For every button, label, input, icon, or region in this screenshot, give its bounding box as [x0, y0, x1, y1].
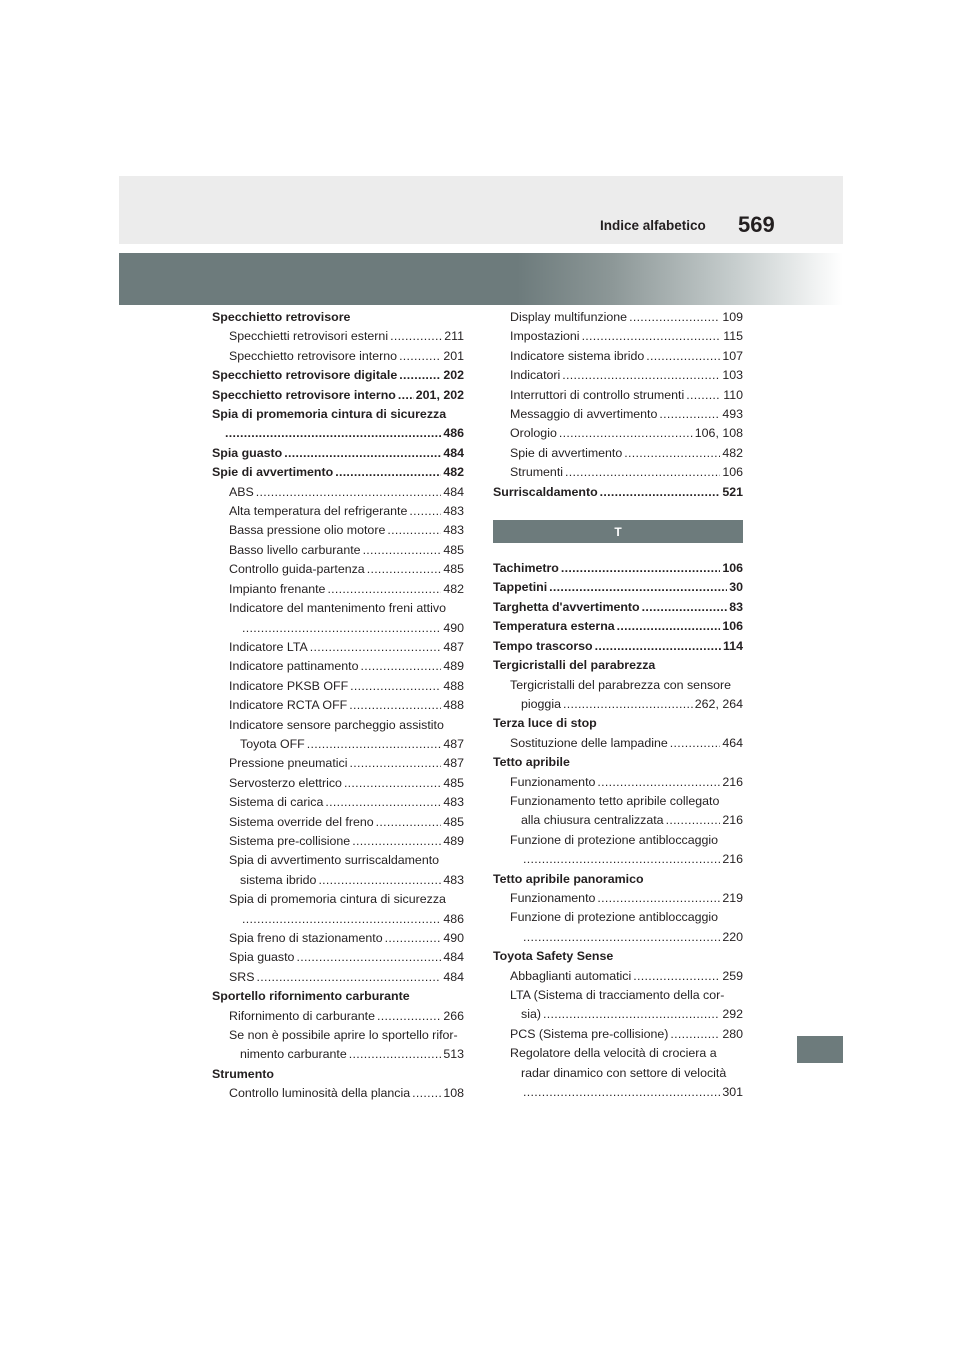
index-term: Tergicristalli del parabrezza [493, 658, 656, 673]
index-subentry [493, 792, 743, 831]
index-entry [212, 463, 464, 482]
page-reference[interactable]: 490 [443, 620, 464, 635]
letter-heading: T [493, 520, 743, 543]
index-subentry [212, 347, 464, 366]
side-thumb-tab [797, 1036, 843, 1063]
index-term: radar dinamico con settore di velocità [521, 1065, 727, 1080]
index-term: Sportello rifornimento carburante [212, 989, 410, 1004]
page-reference[interactable]: 292 [722, 1007, 743, 1022]
index-term: SRS [229, 969, 255, 984]
leader-dots [659, 405, 720, 424]
index-term: Indicatore PKSB OFF [229, 678, 349, 693]
index-subentry [493, 366, 743, 385]
section-title: Indice alfabetico [600, 218, 706, 233]
page-reference[interactable]: 464 [722, 735, 743, 750]
index-term: Abbaglianti automatici [510, 968, 632, 983]
index-term: Toyota OFF [240, 736, 305, 751]
index-subentry [493, 908, 743, 947]
page-number: 569 [738, 212, 775, 237]
index-entry [493, 578, 743, 597]
index-term: Interruttori di controllo strumenti [510, 387, 685, 402]
index-subentry [493, 967, 743, 986]
index-subentry [493, 405, 743, 424]
page-reference[interactable]: 115 [723, 329, 743, 344]
index-subentry [212, 560, 464, 579]
index-term: Messaggio di avvertimento [510, 407, 658, 422]
leader-dots [617, 617, 721, 636]
leader-dots [327, 580, 441, 599]
index-term: Indicatore del mantenimento freni attivo [229, 601, 446, 616]
index-term: Specchietto retrovisore digitale [212, 368, 398, 383]
page-reference[interactable]: 216 [722, 813, 743, 828]
index-term: Sistema pre-collisione [229, 833, 351, 848]
index-term: Indicatore sensore parcheggio assistito [229, 717, 444, 732]
index-term: Spia di promemoria cintura di sicurezza [229, 892, 446, 907]
page-reference[interactable]: 486 [443, 426, 464, 441]
index-term: nimento carburante [240, 1047, 347, 1062]
leader-dots [242, 910, 441, 929]
index-subentry [493, 773, 743, 792]
leader-dots [595, 637, 721, 656]
index-subentry [493, 424, 743, 443]
page-reference[interactable]: 513 [443, 1047, 464, 1062]
index-entry [212, 308, 464, 327]
page-reference[interactable]: 201, 202 [415, 387, 464, 402]
index-subentry [212, 1007, 464, 1026]
index-term: Spia guasto [229, 950, 295, 965]
index-subentry [493, 831, 743, 870]
index-subentry [212, 754, 464, 773]
leader-dots [376, 813, 442, 832]
index-term: Controllo luminosità della plancia [229, 1086, 411, 1101]
leader-dots [352, 832, 441, 851]
index-column-right [493, 308, 743, 1102]
leader-dots [367, 560, 442, 579]
index-term: Terza luce di stop [493, 716, 597, 731]
index-term: Indicatore LTA [229, 639, 308, 654]
leader-dots [377, 1007, 441, 1026]
leader-dots [349, 696, 441, 715]
index-subentry [212, 580, 464, 599]
page-reference[interactable]: 30 [729, 580, 743, 595]
index-term: Strumenti [510, 465, 564, 480]
index-group-s-continued [493, 308, 743, 502]
leader-dots [349, 1045, 442, 1064]
page-reference[interactable]: 489 [443, 833, 464, 848]
leader-dots [670, 1025, 720, 1044]
index-term: pioggia [521, 696, 561, 711]
page-reference[interactable]: 483 [443, 523, 464, 538]
index-term: sia) [521, 1007, 541, 1022]
leader-dots [666, 811, 721, 830]
index-term: Basso livello carburante [229, 542, 361, 557]
index-entry [493, 559, 743, 578]
leader-dots [363, 541, 442, 560]
page-reference[interactable]: 485 [443, 542, 464, 557]
page-reference[interactable]: 521 [722, 484, 743, 499]
index-term: Alta temperatura del refrigerante [229, 504, 408, 519]
index-term: Tetto apribile panoramico [493, 871, 644, 886]
index-term: Tergicristalli del parabrezza con sensore [510, 677, 732, 692]
leader-dots [335, 463, 441, 482]
index-subentry [493, 308, 743, 327]
index-term: Specchietto retrovisore interno [229, 348, 398, 363]
page-reference[interactable]: 103 [722, 368, 743, 383]
index-entry [493, 617, 743, 636]
index-subentry [212, 502, 464, 521]
page-reference[interactable]: 262, 264 [694, 696, 743, 711]
leader-dots [344, 774, 441, 793]
page-reference[interactable]: 483 [443, 872, 464, 887]
index-term: Servosterzo elettrico [229, 775, 342, 790]
index-subentry [212, 793, 464, 812]
index-term: Specchietto retrovisore [212, 310, 351, 324]
index-subentry [212, 948, 464, 967]
index-subentry [212, 677, 464, 696]
page-reference[interactable]: 83 [729, 599, 743, 614]
page-reference[interactable]: 109 [722, 310, 743, 324]
leader-dots [600, 483, 721, 502]
index-column-left [212, 308, 464, 1104]
index-subentry [493, 986, 743, 1025]
page-reference[interactable]: 106 [722, 561, 743, 576]
page-reference[interactable]: 216 [722, 774, 743, 789]
page-reference[interactable]: 482 [443, 465, 464, 480]
page-reference[interactable]: 220 [722, 929, 743, 944]
index-subentry [212, 1084, 464, 1103]
index-term: Tachimetro [493, 561, 559, 576]
page-reference[interactable]: 108 [443, 1086, 464, 1101]
leader-dots [670, 734, 721, 753]
leader-dots [256, 483, 442, 502]
index-term: Indicatore pattinamento [229, 659, 359, 674]
index-term: Surriscaldamento [493, 484, 598, 499]
index-term: Controllo guida-partenza [229, 562, 365, 577]
leader-dots [686, 386, 721, 405]
page-reference[interactable]: 485 [443, 814, 464, 829]
page-reference[interactable]: 106 [722, 619, 743, 634]
index-subentry [493, 463, 743, 482]
index-entry [493, 598, 743, 617]
page-reference[interactable]: 482 [722, 445, 743, 460]
index-term: Spia di avvertimento surriscaldamento [229, 853, 440, 868]
index-subentry [212, 1026, 464, 1065]
index-term: Spia guasto [212, 445, 283, 460]
index-term: Spie di avvertimento [212, 465, 334, 480]
index-subentry [493, 327, 743, 346]
page-reference[interactable]: 280 [722, 1026, 743, 1041]
leader-dots [399, 347, 441, 366]
index-subentry [212, 851, 464, 890]
index-term: ABS [229, 484, 254, 499]
index-term: Toyota Safety Sense [493, 949, 614, 964]
page-reference[interactable]: 301 [722, 1085, 743, 1100]
leader-dots [646, 347, 720, 366]
header-top-band [119, 176, 843, 244]
page-reference[interactable]: 484 [443, 484, 464, 499]
index-entry [493, 753, 743, 772]
leader-dots [559, 424, 693, 443]
leader-dots [561, 559, 720, 578]
page-reference[interactable]: 106 [722, 465, 743, 480]
index-subentry [212, 696, 464, 715]
index-entry [212, 987, 464, 1006]
index-term: Funzione di protezione antibloccaggio [510, 832, 719, 847]
index-subentry [493, 889, 743, 908]
page-reference[interactable]: 106, 108 [694, 426, 743, 441]
index-subentry [212, 968, 464, 987]
leader-dots [256, 968, 441, 987]
index-subentry [493, 1025, 743, 1044]
leader-dots [597, 773, 720, 792]
leader-dots [412, 1084, 441, 1103]
index-entry [212, 386, 464, 405]
leader-dots [523, 850, 720, 869]
leader-dots [349, 754, 441, 773]
index-subentry [212, 657, 464, 676]
index-subentry [493, 676, 743, 715]
index-term: Temperatura esterna [493, 619, 615, 634]
page-reference[interactable]: 484 [443, 445, 464, 460]
leader-dots [549, 578, 727, 597]
leader-dots [361, 657, 442, 676]
index-entry [493, 483, 743, 502]
index-term: Funzionamento [510, 890, 596, 905]
index-subentry [212, 774, 464, 793]
index-entry [212, 1065, 464, 1084]
page-reference[interactable]: 202 [443, 368, 464, 383]
index-group-t [493, 559, 743, 1102]
leader-dots [409, 502, 441, 521]
leader-dots [296, 948, 441, 967]
index-term: Indicatore sistema ibrido [510, 348, 645, 363]
leader-dots [398, 386, 414, 405]
index-term: Sistema override del freno [229, 814, 374, 829]
leader-dots [310, 638, 442, 657]
leader-dots [307, 735, 442, 754]
index-term: Sistema di carica [229, 795, 324, 810]
page-reference[interactable]: 484 [443, 950, 464, 965]
page-reference[interactable]: 201 [443, 348, 464, 363]
index-entry [493, 714, 743, 733]
index-entry [493, 637, 743, 656]
index-entry [212, 405, 464, 444]
leader-dots [325, 793, 441, 812]
leader-dots [390, 327, 442, 346]
page-reference[interactable]: 487 [443, 756, 464, 771]
leader-dots [284, 444, 441, 463]
page-reference[interactable]: 486 [443, 911, 464, 926]
leader-dots [242, 619, 441, 638]
index-term: Display multifunzione [510, 310, 628, 324]
leader-dots [597, 889, 720, 908]
index-subentry [212, 521, 464, 540]
page-reference[interactable]: 485 [443, 775, 464, 790]
page-reference[interactable]: 110 [723, 387, 743, 402]
index-entry [212, 366, 464, 385]
leader-dots [562, 366, 720, 385]
index-term: Impostazioni [510, 329, 580, 344]
page-reference[interactable]: 485 [443, 562, 464, 577]
index-subentry [493, 1044, 743, 1102]
index-entry [493, 947, 743, 966]
page-reference[interactable]: 114 [723, 638, 743, 653]
index-term: Funzione di protezione antibloccaggio [510, 910, 719, 925]
leader-dots [318, 871, 441, 890]
page-reference[interactable]: 483 [443, 795, 464, 810]
index-entry [212, 444, 464, 463]
index-term: Pressione pneumatici [229, 756, 348, 771]
index-term: Indicatore RCTA OFF [229, 698, 348, 713]
index-term: Tappetini [493, 580, 548, 595]
leader-dots [582, 327, 722, 346]
leader-dots [225, 424, 441, 443]
page-reference[interactable]: 483 [443, 504, 464, 519]
index-subentry [212, 716, 464, 755]
index-term: Regolatore della velocità di crociera a [510, 1046, 717, 1061]
index-term: PCS (Sistema pre-collisione) [510, 1026, 669, 1041]
index-term: Se non è possibile aprire lo sportello rifor- [229, 1028, 458, 1043]
leader-dots [543, 1005, 720, 1024]
page-reference[interactable]: 266 [443, 1008, 464, 1023]
index-term: Spie di avvertimento [510, 445, 623, 460]
page-reference[interactable]: 216 [722, 852, 743, 867]
index-term: Orologio [510, 426, 557, 441]
index-subentry [212, 929, 464, 948]
page-reference[interactable]: 259 [722, 968, 743, 983]
leader-dots [523, 1083, 720, 1102]
index-term: Impianto frenante [229, 581, 326, 596]
leader-dots [350, 677, 441, 696]
page-reference[interactable]: 488 [443, 698, 464, 713]
page-reference[interactable]: 487 [443, 639, 464, 654]
leader-dots [565, 463, 720, 482]
index-term: Rifornimento di carburante [229, 1008, 376, 1023]
index-term: Strumento [212, 1066, 274, 1081]
index-term: alla chiusura centralizzata [521, 813, 664, 828]
index-term: LTA (Sistema di tracciamento della cor- [510, 988, 725, 1002]
index-term: Targhetta d'avvertimento [493, 599, 640, 614]
index-term: Funzionamento tetto apribile collegato [510, 793, 720, 808]
index-term: Specchietti retrovisori esterni [229, 329, 389, 344]
leader-dots [642, 598, 728, 617]
index-subentry [493, 386, 743, 405]
index-term: sistema ibrido [240, 872, 317, 887]
index-term: Spia freno di stazionamento [229, 931, 383, 945]
leader-dots [629, 308, 720, 327]
page-reference[interactable]: 490 [443, 931, 464, 945]
leader-dots [399, 366, 441, 385]
page-reference[interactable]: 488 [443, 678, 464, 693]
index-term: Funzionamento [510, 774, 596, 789]
index-term: Tetto apribile [493, 755, 570, 770]
index-subentry [493, 444, 743, 463]
page-reference[interactable]: 484 [443, 969, 464, 984]
page-reference[interactable]: 107 [722, 348, 743, 363]
leader-dots [633, 967, 720, 986]
leader-dots [624, 444, 720, 463]
index-subentry [212, 599, 464, 638]
page-reference[interactable]: 482 [443, 581, 464, 596]
index-term: Sostituzione delle lampadine [510, 735, 668, 750]
leader-dots [385, 929, 442, 948]
page-reference[interactable]: 493 [722, 407, 743, 422]
page-reference[interactable]: 219 [722, 890, 743, 905]
index-subentry [212, 890, 464, 929]
index-term: Tempo trascorso [493, 638, 593, 653]
index-subentry [212, 541, 464, 560]
index-term: Specchietto retrovisore interno [212, 387, 396, 402]
index-entry [493, 870, 743, 889]
index-term: Spia di promemoria cintura di sicurezza [212, 407, 447, 422]
page-reference[interactable]: 487 [443, 736, 464, 751]
index-subentry [493, 347, 743, 366]
leader-dots [387, 521, 441, 540]
index-subentry [493, 734, 743, 753]
leader-dots [523, 928, 720, 947]
index-term: Bassa pressione olio motore [229, 523, 386, 538]
index-subentry [212, 832, 464, 851]
header-gradient-band [119, 253, 843, 305]
index-subentry [212, 483, 464, 502]
index-subentry [212, 327, 464, 346]
index-term: Indicatori [510, 368, 561, 383]
page-reference[interactable]: 211 [444, 329, 464, 344]
index-subentry [212, 638, 464, 657]
page-reference[interactable]: 489 [443, 659, 464, 674]
leader-dots [563, 695, 693, 714]
index-entry [493, 656, 743, 675]
index-subentry [212, 813, 464, 832]
